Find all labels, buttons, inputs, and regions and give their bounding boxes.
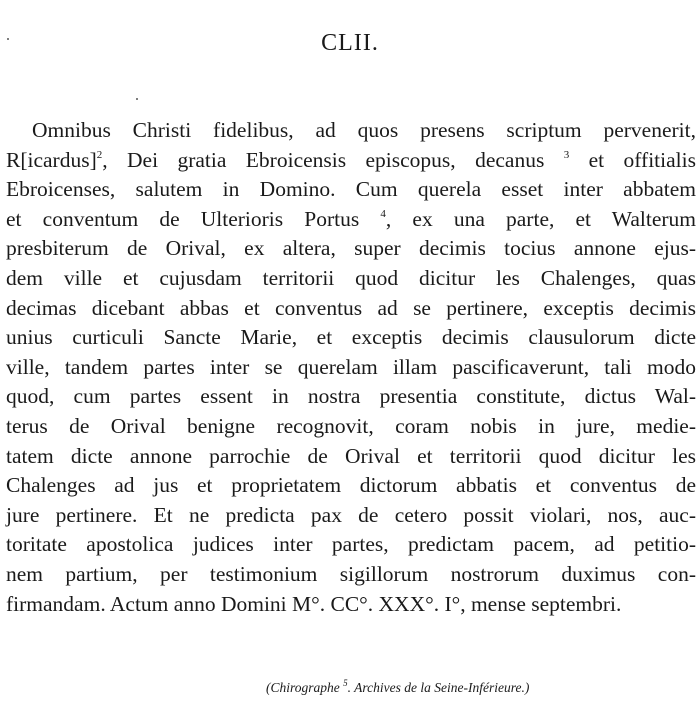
speck-mark (136, 98, 138, 100)
charter-number-heading: CLII. (321, 30, 379, 56)
text-segment: , ex una parte, et Walterum (385, 206, 696, 231)
text-segment: , Dei gratia Ebroicensis episcopus, decanus (102, 147, 564, 172)
text-line: nem partium, per testimonium sigillorum nostrorum duximus con- (6, 561, 696, 586)
text-line: Ebroicenses, salutem in Domino. Cum querela esset inter abbatem (6, 177, 696, 202)
text-line: ville, tandem partes inter se querelam illam pascificaverunt, tali modo (6, 354, 696, 379)
text-line: dem ville et cujusdam territorii quod dicitur les Chalenges, quas (6, 265, 696, 290)
text-line: terus de Orival benigne recognovit, coram nobis in jure, medie- (6, 413, 696, 438)
source-note (266, 680, 529, 696)
text-line: toritate apostolica judices inter partes, predictam pacem, ad petitio- (6, 532, 696, 557)
text-line: firmandam. Actum anno Domini M°. CC°. XXX°. I°, mense septembri. (6, 591, 622, 616)
text-line (6, 146, 696, 176)
footnote-ref: 2 (96, 148, 103, 161)
footnote-ref: 4 (380, 207, 386, 220)
charter-text (6, 116, 696, 619)
text-line: decimas dicebant abbas et conventus ad se pertinere, exceptis decimis (6, 295, 696, 320)
text-line (6, 205, 696, 235)
footnote-ref: 5 (343, 678, 348, 688)
text-line: Chalenges ad jus et proprietatem dictorum abbatis et conventus de (6, 473, 696, 498)
text-line: tatem dicte annone parrochie de Orival et territorii quod dicitur les (6, 443, 696, 468)
text-line: presbiterum de Orival, ex altera, super decimis tocius annone ejus- (6, 236, 696, 261)
text-segment: et offitialis (569, 147, 696, 172)
text-segment: R[icardus] (6, 147, 97, 172)
text-line: quod, cum partes essent in nostra presentia constitute, dictus Wal- (6, 384, 696, 409)
text-line: unius curticuli Sancte Marie, et exceptis decimis clausulorum dicte (6, 325, 696, 350)
text-line: Omnibus Christi fidelibus, ad quos presens scriptum pervenerit, (32, 118, 696, 142)
source-note-prefix: (Chirographe (266, 680, 344, 695)
text-line: jure pertinere. Et ne predicta pax de cetero possit violari, nos, auc- (6, 502, 696, 527)
footnote-ref: 3 (563, 148, 570, 161)
text-segment: et conventum de Ulterioris Portus (6, 206, 381, 231)
source-note-archive: . Archives de la Seine-Inférieure.) (347, 680, 530, 695)
